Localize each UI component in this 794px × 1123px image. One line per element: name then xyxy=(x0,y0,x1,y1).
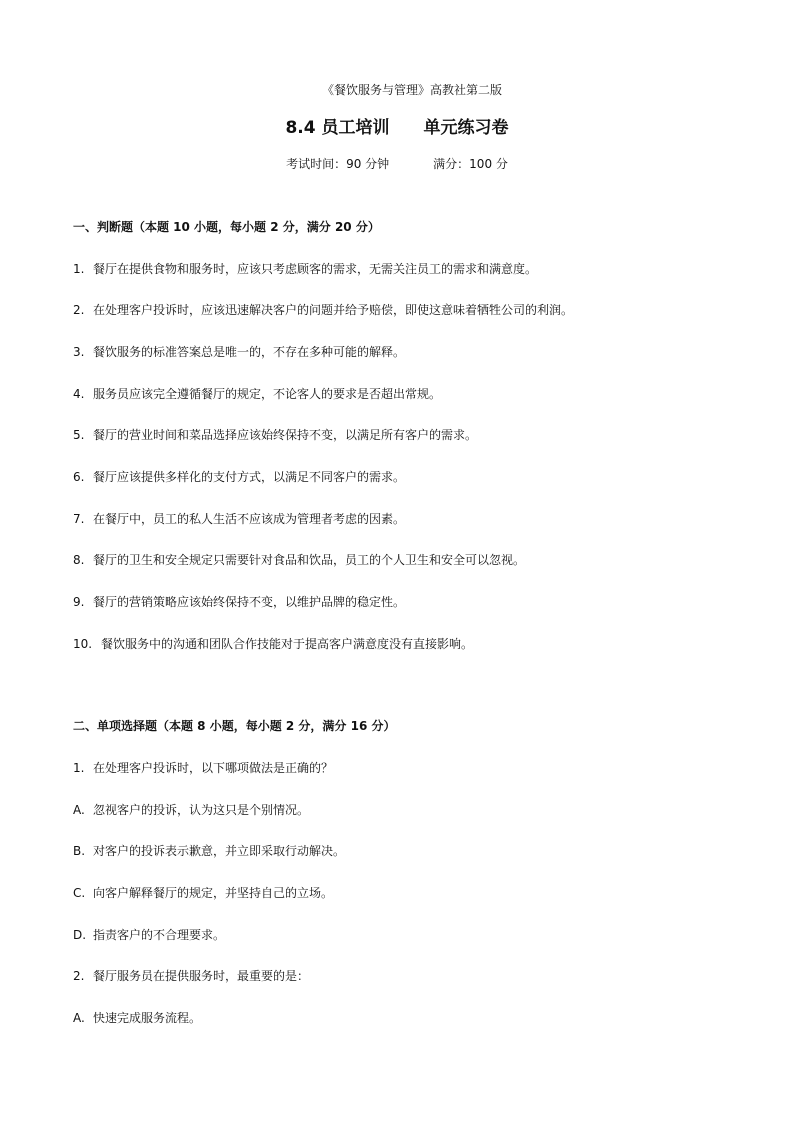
option-label: C. xyxy=(73,886,86,900)
item-text: 餐饮服务的标准答案总是唯一的，不存在多种可能的解释。 xyxy=(93,345,406,359)
question-text: 餐厅服务员在提供服务时，最重要的是： xyxy=(93,969,310,983)
item-number: 3. xyxy=(73,345,85,359)
option-item xyxy=(73,843,345,859)
question-number: 2. xyxy=(73,969,85,983)
option-text: 忽视客户的投诉，认为这只是个别情况。 xyxy=(93,803,310,817)
exam-time: 考试时间：90 分钟 xyxy=(286,157,390,171)
option-text: 快速完成服务流程。 xyxy=(93,1011,202,1025)
item-number: 6. xyxy=(73,470,85,484)
item-text: 在处理客户投诉时，应该迅速解决客户的问题并给予赔偿，即使这意味着牺牲公司的利润。 xyxy=(93,303,574,317)
page-title xyxy=(0,117,794,139)
item-text: 服务员应该完全遵循餐厅的规定，不论客人的要求是否超出常规。 xyxy=(93,387,442,401)
list-item xyxy=(73,261,537,277)
option-text: 指责客户的不合理要求。 xyxy=(93,928,226,942)
item-number: 1. xyxy=(73,262,85,276)
section-heading-single-choice: 二、单项选择题（本题 8 小题，每小题 2 分，满分 16 分） xyxy=(73,719,396,733)
title-exam-type: 单元练习卷 xyxy=(423,118,509,138)
question xyxy=(73,968,309,984)
list-item xyxy=(73,386,441,402)
option-item xyxy=(73,802,309,818)
list-item xyxy=(73,469,405,485)
option-item xyxy=(73,927,225,943)
question xyxy=(73,760,333,776)
exam-meta xyxy=(0,156,794,172)
item-text: 餐厅应该提供多样化的支付方式，以满足不同客户的需求。 xyxy=(93,470,406,484)
title-unit: 8.4 员工培训 xyxy=(285,118,390,138)
option-label: A. xyxy=(73,803,85,817)
document-source xyxy=(0,82,794,98)
item-text: 餐厅的营销策略应该始终保持不变，以维护品牌的稳定性。 xyxy=(93,595,406,609)
item-text: 在餐厅中，员工的私人生活不应该成为管理者考虑的因素。 xyxy=(93,512,406,526)
section-heading-true-false: 一、判断题（本题 10 小题，每小题 2 分，满分 20 分） xyxy=(73,220,380,234)
option-label: D. xyxy=(73,928,87,942)
item-text: 餐厅的卫生和安全规定只需要针对食品和饮品，员工的个人卫生和安全可以忽视。 xyxy=(93,553,526,567)
option-item xyxy=(73,1010,201,1026)
option-text: 向客户解释餐厅的规定，并坚持自己的立场。 xyxy=(93,886,334,900)
option-label: B. xyxy=(73,844,86,858)
full-score: 满分：100 分 xyxy=(433,157,508,171)
item-number: 9. xyxy=(73,595,85,609)
item-number: 7. xyxy=(73,512,85,526)
item-number: 2. xyxy=(73,303,85,317)
item-number: 8. xyxy=(73,553,85,567)
item-text: 餐厅在提供食物和服务时，应该只考虑顾客的需求，无需关注员工的需求和满意度。 xyxy=(93,262,538,276)
source-text: 《餐饮服务与管理》高教社第二版 xyxy=(321,83,502,97)
list-item xyxy=(73,594,405,610)
list-item xyxy=(73,427,477,443)
item-text: 餐饮服务中的沟通和团队合作技能对于提高客户满意度没有直接影响。 xyxy=(101,637,474,651)
item-number: 5. xyxy=(73,428,85,442)
option-label: A. xyxy=(73,1011,85,1025)
list-item xyxy=(73,511,405,527)
option-item xyxy=(73,885,333,901)
list-item xyxy=(73,636,473,652)
question-number: 1. xyxy=(73,761,85,775)
item-number: 4. xyxy=(73,387,85,401)
item-number: 10. xyxy=(73,637,93,651)
list-item xyxy=(73,302,573,318)
list-item xyxy=(73,552,525,568)
item-text: 餐厅的营业时间和菜品选择应该始终保持不变，以满足所有客户的需求。 xyxy=(93,428,478,442)
question-text: 在处理客户投诉时，以下哪项做法是正确的？ xyxy=(93,761,334,775)
option-text: 对客户的投诉表示歉意，并立即采取行动解决。 xyxy=(93,844,346,858)
list-item xyxy=(73,344,405,360)
